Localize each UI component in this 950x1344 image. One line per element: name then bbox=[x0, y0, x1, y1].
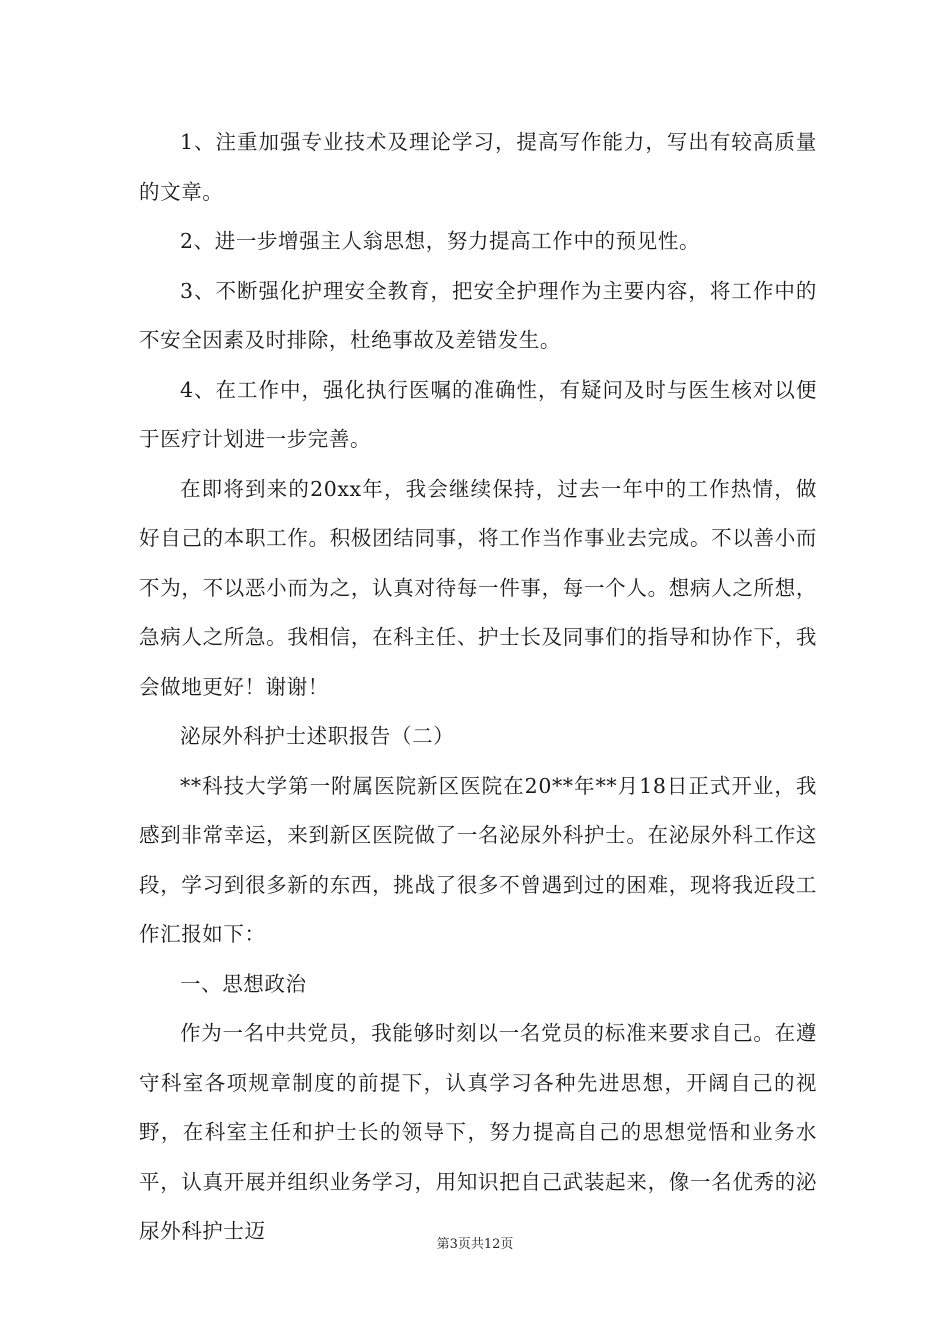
section-title: 泌尿外科护士述职报告（二） bbox=[180, 724, 455, 748]
paragraph-3: 3、不断强化护理安全教育，把安全护理作为主要内容，将工作中的不安全因素及时排除，杜绝事故及差错发生。 bbox=[139, 278, 817, 352]
paragraph-2: 2、进一步增强主人翁思想，努力提高工作中的预见性。 bbox=[180, 229, 701, 253]
paragraph-9: 作为一名中共党员，我能够时刻以一名党员的标准来要求自己。在遵守科室各项规章制度的前提下，认真学习各种先进思想，开阔自己的视野，在科室主任和护士长的领导下，努力提高自己的思想觉悟和业务水平，认真开展并组织业务学习，用知识把自己武装起来，像一名优秀的泌尿外科护士迈 bbox=[139, 1021, 817, 1243]
paragraph-4: 4、在工作中，强化执行医嘱的准确性，有疑问及时与医生核对以便于医疗计划进一步完善。 bbox=[139, 377, 817, 451]
subsection-heading: 一、思想政治 bbox=[180, 971, 307, 996]
page-number-footer: 第3页共12页 bbox=[436, 1237, 514, 1252]
paragraph-5: 在即将到来的20xx年，我会继续保持，过去一年中的工作热情，做好自己的本职工作。积极团结同事，将工作当作事业去完成。不以善小而不为，不以恶小而为之，认真对待每一件事，每一个人。想病人之所想，急病人之所急。我相信，在科主任、护士长及同事们的指导和协作下，我会做地更好！谢谢！ bbox=[139, 476, 817, 699]
paragraph-7: **科技大学第一附属医院新区医院在20**年**月18日正式开业，我感到非常幸运，来到新区医院做了一名泌尿外科护士。在泌尿外科工作这段，学习到很多新的东西，挑战了很多不曾遇到过的困难，现将我近段工作汇报如下： bbox=[139, 773, 817, 946]
paragraph-1: 1、注重加强专业技术及理论学习，提高写作能力，写出有较高质量的文章。 bbox=[139, 130, 817, 204]
document-body bbox=[139, 118, 817, 1257]
